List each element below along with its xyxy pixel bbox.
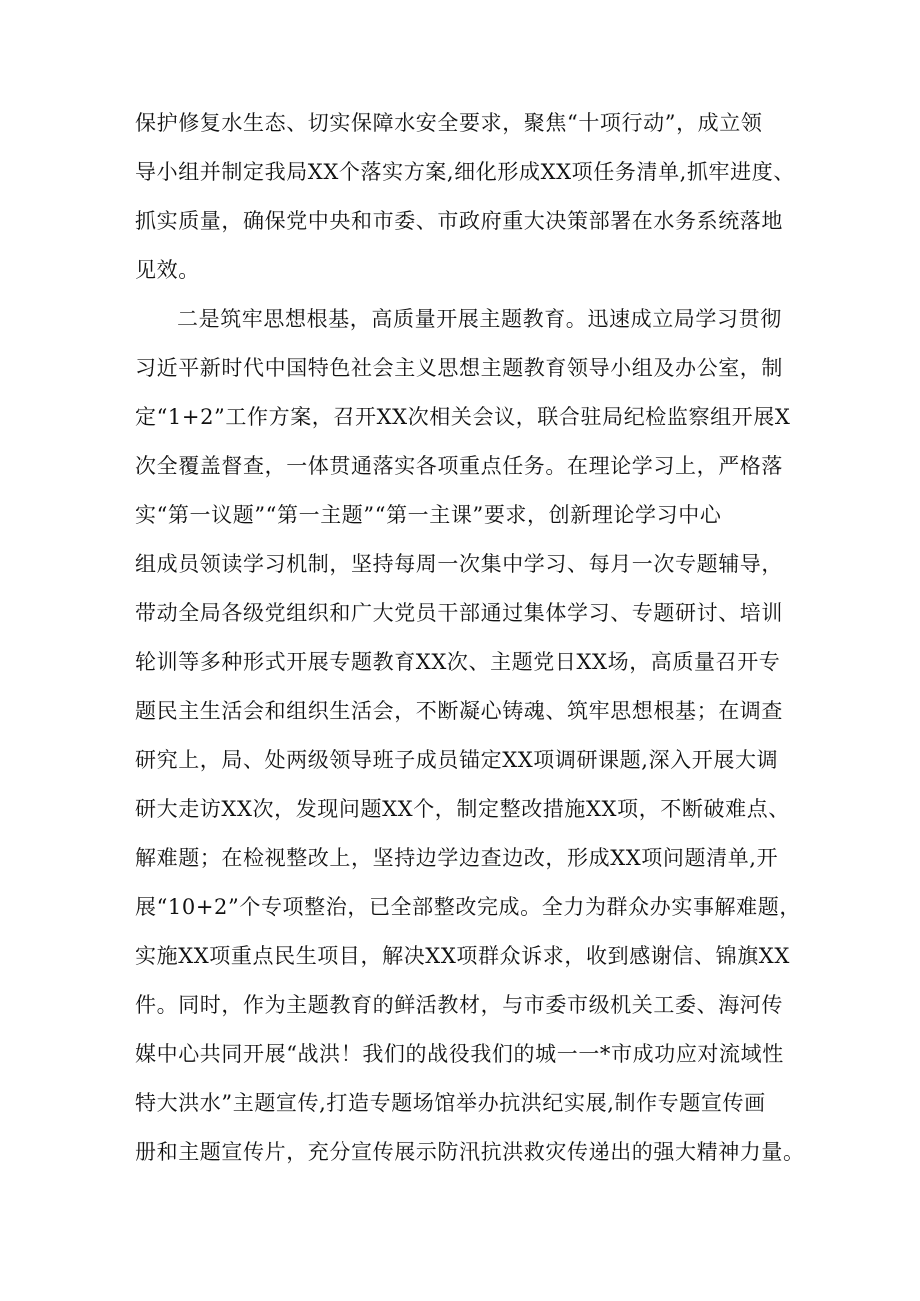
paragraph-line: 次全覆盖督查，一体贯通落实各项重点任务。在理论学习上，严格落 xyxy=(135,454,783,478)
paragraph-line: 抓实质量，确保党中央和市委、市政府重大决策部署在水务系统落地 xyxy=(135,209,783,233)
paragraph-line: 定“1+2”工作方案，召开XX次相关会议，联合驻局纪检监察组开展X xyxy=(135,405,791,429)
paragraph-line: 研大走访XX次，发现问题XX个，制定整改措施XX项，不断破难点、 xyxy=(135,797,790,821)
paragraph-line: 展“10+2”个专项整治，已全部整改完成。全力为群众办实事解难题， xyxy=(135,895,801,919)
paragraph-line: 件。同时，作为主题教育的鲜活教材，与市委市级机关工委、海河传 xyxy=(135,993,783,1017)
paragraph-line: 习近平新时代中国特色社会主义思想主题教育领导小组及办公室，制 xyxy=(135,356,783,380)
paragraph-line: 实施XX项重点民生项目，解决XX项群众诉求，收到感谢信、锦旗XX xyxy=(135,944,790,968)
paragraph-line: 册和主题宣传片，充分宣传展示防汛抗洪救灾传递出的强大精神力量。 xyxy=(135,1140,805,1164)
paragraph-line: 媒中心共同开展“战洪！我们的战役我们的城一一*市成功应对流域性 xyxy=(135,1042,784,1066)
paragraph-line: 实“第一议题”“第一主题”“第一主课”要求，创新理论学习中心 xyxy=(135,503,722,527)
paragraph-line: 题民主生活会和组织生活会，不断凝心铸魂、筑牢思想根基；在调查 xyxy=(135,699,783,723)
paragraph-line: 见效。 xyxy=(135,258,200,282)
paragraph-line: 特大洪水”主题宣传,打造专题场馆举办抗洪纪实展,制作专题宣传画 xyxy=(135,1091,766,1115)
paragraph-line: 导小组并制定我局XX个落实方案,细化形成XX项任务清单,抓牢进度、 xyxy=(135,160,795,184)
paragraph-line: 保护修复水生态、切实保障水安全要求，聚焦“十项行动”，成立领 xyxy=(135,111,763,135)
paragraph-line: 二是筑牢思想根基，高质量开展主题教育。迅速成立局学习贯彻 xyxy=(177,307,782,331)
paragraph-line: 组成员领读学习机制，坚持每周一次集中学习、每月一次专题辅导， xyxy=(135,552,783,576)
paragraph-line: 轮训等多种形式开展专题教育XX次、主题党日XX场，高质量召开专 xyxy=(135,650,781,674)
paragraph-line: 带动全局各级党组织和广大党员干部通过集体学习、专题研讨、培训 xyxy=(135,601,783,625)
paragraph-line: 研究上，局、处两级领导班子成员锚定XX项调研课题,深入开展大调 xyxy=(135,748,779,772)
paragraph-line: 解难题；在检视整改上，坚持边学边查边改，形成XX项问题清单,开 xyxy=(135,846,779,870)
